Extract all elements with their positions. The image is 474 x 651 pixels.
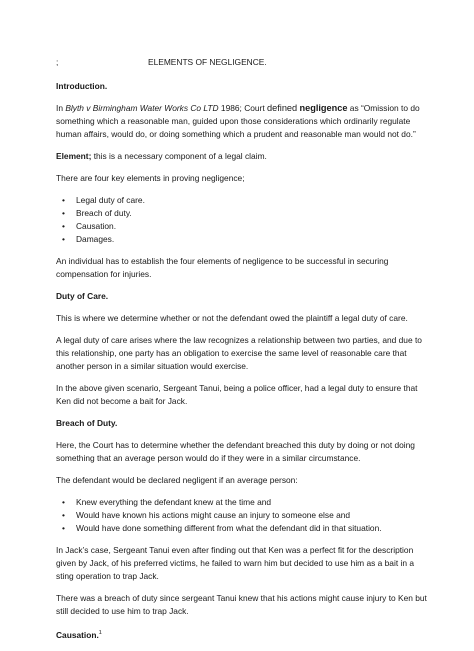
list-item-text: Would have known his actions might cause an injury to someone else and <box>76 510 351 520</box>
list-item <box>56 207 428 220</box>
list-item-text: Would have done something different from what the defendant did in that situation. <box>76 523 382 533</box>
list-item <box>56 194 428 207</box>
heading-duty-of-care: Duty of Care. <box>56 291 109 301</box>
duty-paragraph-3: In the above given scenario, Sergeant Tanui, being a police officer, had a legal duty to ensure that Ken did not become a bait for Jack. <box>56 383 418 406</box>
bullet: • <box>62 221 65 231</box>
footnote-marker[interactable]: 1 <box>98 630 102 636</box>
bullet: • <box>62 195 65 205</box>
title-prefix: ; <box>56 57 59 67</box>
intro-paragraph <box>56 102 428 141</box>
list-item-text: Knew everything the defendant knew at the time and <box>76 497 272 507</box>
term-negligence: negligence <box>299 103 348 113</box>
heading-introduction: Introduction. <box>56 81 108 91</box>
list-item <box>56 509 428 522</box>
list-item <box>56 522 428 535</box>
bullet: • <box>62 510 65 520</box>
four-elements-intro: There are four key elements in proving negligence; <box>56 173 245 183</box>
bullet: • <box>62 208 65 218</box>
heading-causation <box>56 627 428 642</box>
list-item-text: Causation. <box>76 221 117 231</box>
term-element: Element; <box>56 151 92 161</box>
breach-paragraph-4: There was a breach of duty since sergeant Tanui knew that his actions might cause injury to Ken but still decided to use him to trap Jack. <box>56 593 427 616</box>
bullet: • <box>62 523 65 533</box>
list-item <box>56 496 428 509</box>
breach-paragraph-2: The defendant would be declared negligent if an average person: <box>56 475 298 485</box>
breach-paragraph-3: In Jack’s case, Sergeant Tanui even after finding out that Ken was a perfect fit for the description given by Jack, of his preferred victims, he failed to warn him but decided to use him as a bait in a sting operation to trap Jack. <box>56 545 414 581</box>
breach-paragraph-1: Here, the Court has to determine whether the defendant breached this duty by doing or not doing something that an average person would do if they were in a similar circumstance. <box>56 440 415 463</box>
duty-paragraph-2: A legal duty of care arises where the law recognizes a relationship between two parties, and due to this relationship, one party has an obligation to exercise the same level of reasonable care that another person in a similar situation would exercise. <box>56 335 422 371</box>
bullet: • <box>62 497 65 507</box>
document-title: ELEMENTS OF NEGLIGENCE. <box>148 57 267 67</box>
list-item-text: Legal duty of care. <box>76 195 145 205</box>
intro-mid: 1986; Court <box>218 103 267 113</box>
causation-heading-text: Causation. <box>56 630 99 640</box>
document-page <box>56 56 428 651</box>
list-item-text: Breach of duty. <box>76 208 132 218</box>
intro-defined: defined <box>267 103 298 113</box>
individual-paragraph: An individual has to establish the four elements of negligence to be successful in securing compensation for injuries. <box>56 256 389 279</box>
bullet: • <box>62 234 65 244</box>
list-item <box>56 233 428 246</box>
intro-definition: as “Omission to do something which a reasonable man, guided upon those considerations which ordinarily regulate human affairs, would do, or doing something which a prudent and reasonable man would not do.” <box>56 103 420 139</box>
duty-paragraph-1: This is where we determine whether or not the defendant owed the plaintiff a legal duty of care. <box>56 313 408 323</box>
case-citation: Blyth v Birmingham Water Works Co LTD <box>65 103 219 113</box>
intro-pre: In <box>56 103 66 113</box>
element-definition <box>56 150 428 163</box>
breach-list <box>56 496 428 535</box>
list-item <box>56 220 428 233</box>
list-item-text: Damages. <box>76 234 115 244</box>
element-rest: this is a necessary component of a legal claim. <box>91 151 267 161</box>
title-line <box>56 56 428 69</box>
heading-breach-of-duty: Breach of Duty. <box>56 418 118 428</box>
elements-list <box>56 194 428 246</box>
